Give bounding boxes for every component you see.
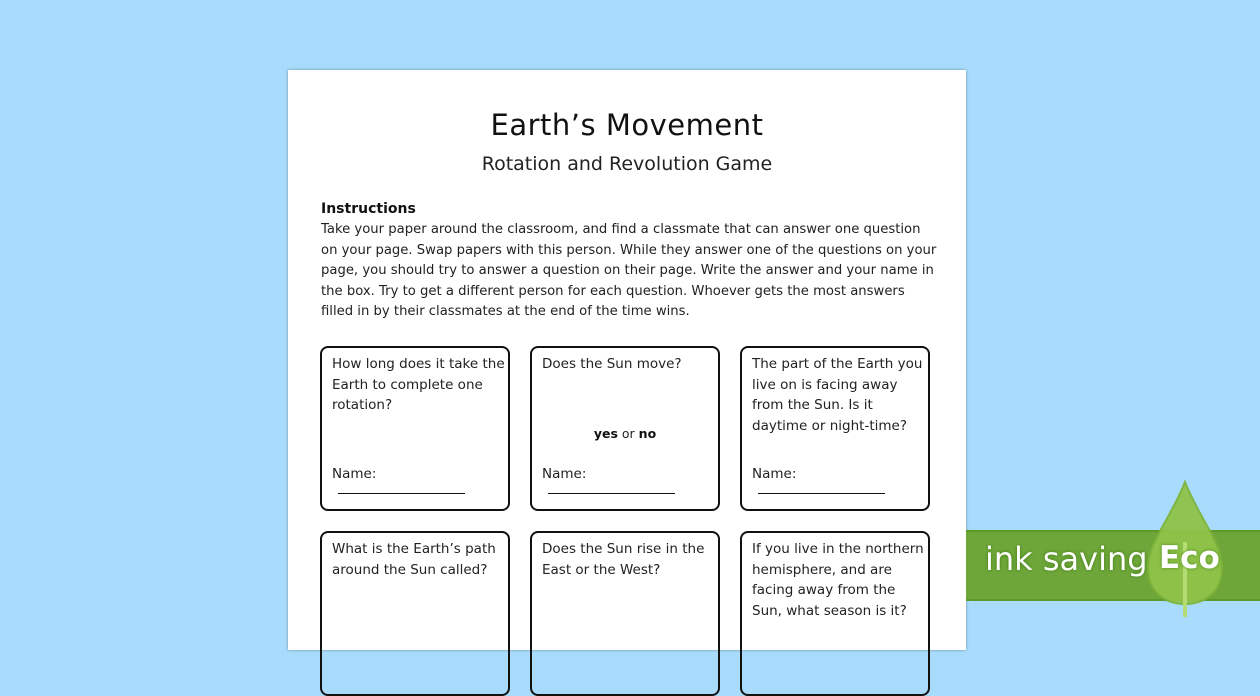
question-text: If you live in the northern hemisphere, and are facing away from the Sun, what season is it? (752, 541, 924, 619)
worksheet-page (288, 70, 966, 650)
question-card (530, 531, 720, 696)
name-field (332, 466, 508, 498)
question-card (740, 531, 930, 696)
question-text: How long does it take the Earth to complete one rotation? (332, 356, 505, 413)
name-line (548, 493, 675, 494)
question-card (740, 346, 930, 511)
instructions-text: Take your paper around the classroom, and find a classmate that can answer one question on your page. Swap papers with this person. While they answer one of the questions on your page, you should try to answer a question on their page. Write the answer and your name in the box. Try to get a different person for each question. Whoever gets the most answers filled in by their classmates at the end of the time wins. (321, 222, 937, 319)
ink-saving-label: ink saving (985, 540, 1148, 578)
question-card (320, 531, 510, 696)
or-text: or (621, 426, 635, 441)
name-line (758, 493, 885, 494)
name-label: Name: (752, 466, 797, 482)
page-subtitle: Rotation and Revolution Game (481, 153, 773, 175)
yes-or-no (532, 426, 718, 441)
eco-label: Eco (1159, 540, 1220, 576)
question-text: The part of the Earth you live on is facing away from the Sun. Is it daytime or night-time? (752, 356, 923, 434)
yes-option: yes (593, 426, 618, 441)
question-text: What is the Earth’s path around the Sun called? (332, 541, 496, 578)
question-text: Does the Sun rise in the East or the West? (542, 541, 705, 578)
name-label: Name: (332, 466, 377, 482)
instructions-heading: Instructions (321, 201, 416, 217)
name-field (752, 466, 928, 498)
name-line (338, 493, 465, 494)
name-field (542, 466, 718, 498)
name-label: Name: (542, 466, 587, 482)
question-card (320, 346, 510, 511)
question-card (530, 346, 720, 511)
no-option: no (638, 426, 657, 441)
question-text: Does the Sun move? (542, 356, 682, 372)
page-title: Earth’s Movement (490, 108, 764, 142)
